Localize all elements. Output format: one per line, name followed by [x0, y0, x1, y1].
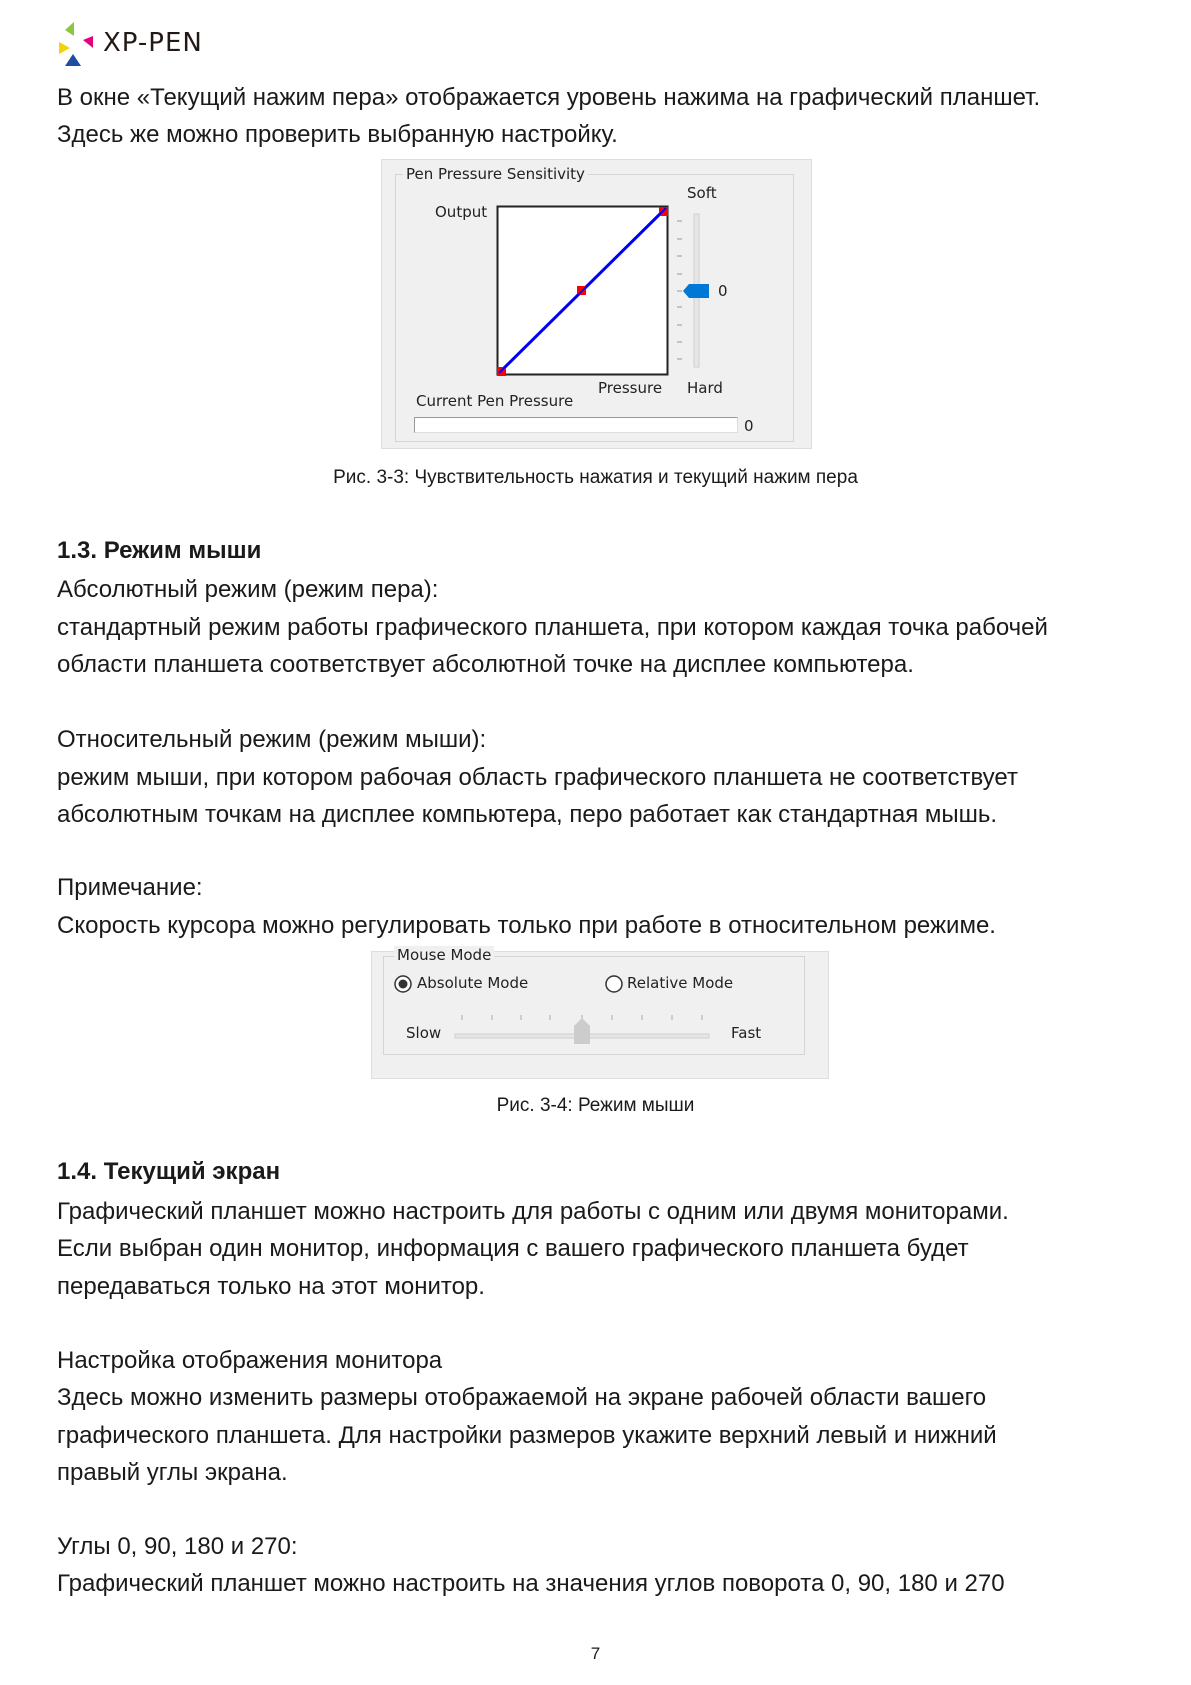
fast-label: Fast	[731, 1024, 762, 1042]
intro-line: В окне «Текущий нажим пера» отображается уровень нажима на графический планшет.	[57, 84, 1041, 111]
intro-line: Здесь же можно проверить выбранную настройку.	[57, 121, 618, 148]
xp-pen-logo	[57, 22, 237, 68]
text-line: Здесь можно изменить размеры отображаемой на экране рабочей области вашего	[57, 1384, 987, 1411]
sensitivity-slider[interactable]	[675, 210, 715, 372]
group-title: Mouse Mode	[394, 946, 494, 964]
section-heading: 1.4. Текущий экран	[57, 1158, 281, 1185]
text-line: Графический планшет можно настроить на значения углов поворота 0, 90, 180 и 270	[57, 1570, 1005, 1597]
text-line: режим мыши, при котором рабочая область графического планшета не соответствует	[57, 764, 1018, 791]
soft-label: Soft	[687, 184, 717, 202]
speed-slider-thumb	[574, 1018, 590, 1044]
relative-mode-radio[interactable]	[604, 974, 734, 999]
text-line: передаваться только на этот монитор.	[57, 1273, 485, 1300]
text-line: стандартный режим работы графического планшета, при котором каждая точка рабочей	[57, 614, 1048, 641]
figure-caption: Рис. 3-4: Режим мыши	[496, 1095, 695, 1116]
text-line: Скорость курсора можно регулировать только при работе в относительном режиме.	[57, 912, 996, 939]
page-number: 7	[590, 1644, 601, 1663]
text-line: графического планшета. Для настройки размеров укажите верхний левый и нижний	[57, 1422, 997, 1449]
radio-checked-icon	[393, 974, 413, 994]
absolute-mode-label: Absolute Mode	[417, 974, 529, 992]
text-line: Углы 0, 90, 180 и 270:	[57, 1533, 298, 1560]
section-heading: 1.3. Режим мыши	[57, 537, 262, 564]
text-line: Настройка отображения монитора	[57, 1347, 443, 1374]
absolute-mode-radio[interactable]	[393, 974, 529, 999]
radio-unchecked-icon	[604, 974, 624, 994]
hard-label: Hard	[687, 379, 723, 397]
sensitivity-value: 0	[718, 282, 728, 300]
group-title: Pen Pressure Sensitivity	[403, 165, 588, 183]
text-line: Примечание:	[57, 874, 203, 901]
current-pressure-bar	[414, 417, 738, 433]
slider-thumb	[683, 284, 709, 298]
cursor-speed-slider[interactable]	[452, 1012, 714, 1048]
text-line: Относительный режим (режим мыши):	[57, 726, 487, 753]
text-line: Графический планшет можно настроить для работы с одним или двумя мониторами.	[57, 1198, 1009, 1225]
relative-mode-label: Relative Mode	[627, 974, 734, 992]
current-pressure-label: Current Pen Pressure	[416, 392, 574, 410]
figure-caption: Рис. 3-3: Чувствительность нажатия и текущий нажим пера	[333, 467, 858, 488]
text-line: Если выбран один монитор, информация с вашего графического планшета будет	[57, 1235, 969, 1262]
text-line: Абсолютный режим (режим пера):	[57, 576, 439, 603]
logo-mark-icon	[57, 22, 97, 68]
pressure-label: Pressure	[598, 379, 663, 397]
output-label: Output	[435, 203, 488, 221]
pressure-curve-graph[interactable]	[496, 205, 670, 377]
text-line: абсолютным точкам на дисплее компьютера, перо работает как стандартная мышь.	[57, 801, 998, 828]
text-line: области планшета соответствует абсолютной точке на дисплее компьютера.	[57, 651, 914, 678]
logo-text: XP-PEN	[103, 28, 203, 58]
slow-label: Slow	[406, 1024, 442, 1042]
current-pressure-value: 0	[744, 417, 754, 435]
text-line: правый углы экрана.	[57, 1459, 288, 1486]
